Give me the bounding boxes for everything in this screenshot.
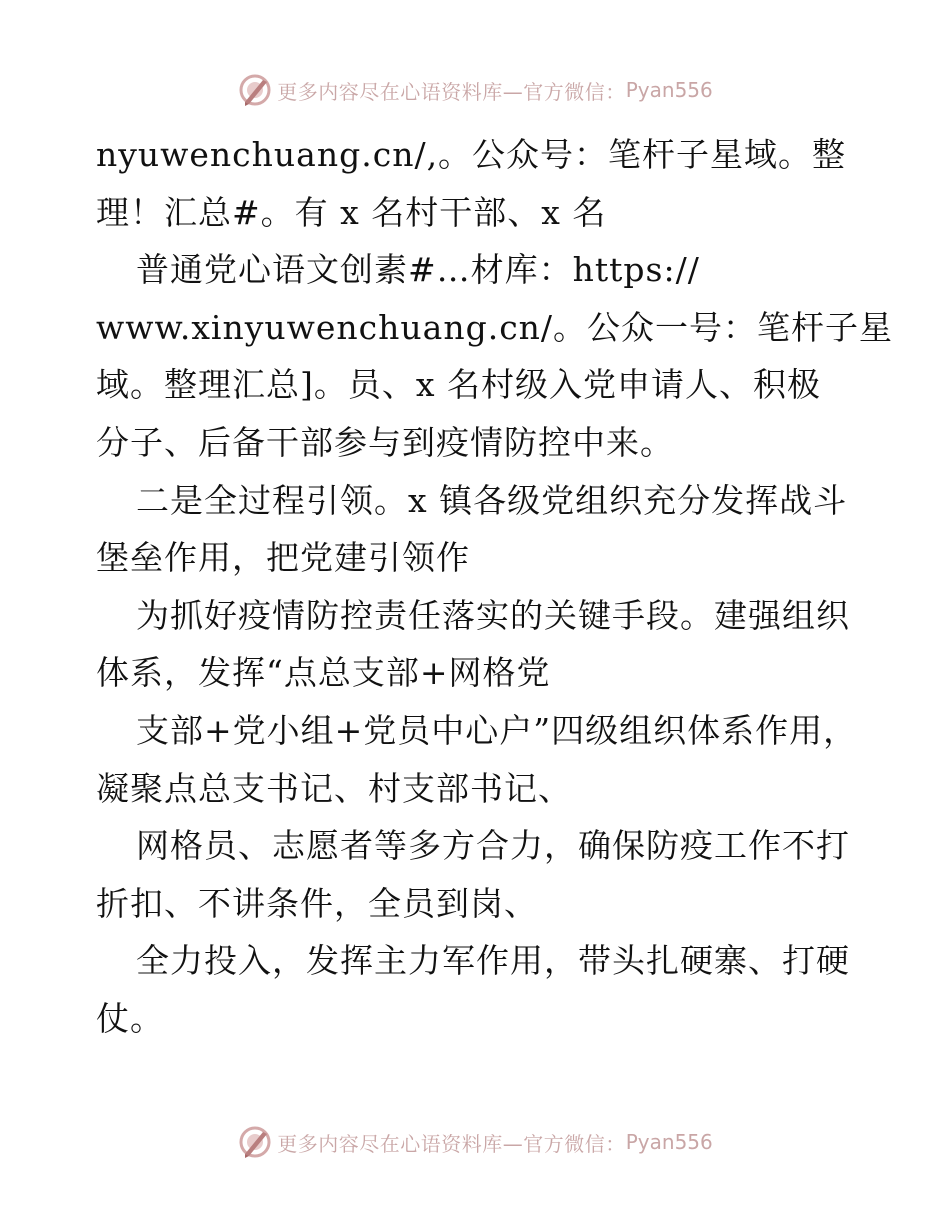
text-line: 凝聚点总支书记、村支部书记、 xyxy=(96,768,572,808)
footer-watermark xyxy=(0,1124,950,1160)
text-line: 网格员、志愿者等多方合力，确保防疫工作不打 xyxy=(136,826,850,866)
document-body xyxy=(96,126,894,1048)
text-line: 理！汇总#。有 x 名村干部、x 名 xyxy=(96,192,607,232)
text-line: 支部+党小组+党员中心户”四级组织体系作用， xyxy=(136,710,858,750)
text-line: 域。整理汇总]。员、x 名村级入党申请人、积极 xyxy=(96,365,821,405)
text-line: nyuwenchuang.cn/,。公众号：笔杆子星域。整 xyxy=(96,135,847,174)
text-line: 为抓好疫情防控责任落实的关键手段。建强组织 xyxy=(136,595,850,635)
wechat-id: Pyan556 xyxy=(625,78,713,102)
text-line: 二是全过程引领。x 镇各级党组织充分发挥战斗 xyxy=(136,480,848,520)
text-line: 普通党心语文创素#…材库：https:// xyxy=(136,250,700,290)
pen-seal-icon xyxy=(237,72,273,108)
text-line: 全力投入，发挥主力军作用，带头扎硬寨、打硬 xyxy=(136,941,850,981)
text-line: 堡垒作用，把党建引领作 xyxy=(96,538,470,578)
header-watermark xyxy=(0,72,950,108)
wechat-id: Pyan556 xyxy=(625,1130,713,1154)
pen-seal-icon xyxy=(237,1124,273,1160)
watermark-text: 更多内容尽在心语资料库—官方微信： xyxy=(277,1131,626,1156)
text-line: 仗。 xyxy=(96,998,164,1038)
text-line: 折扣、不讲条件，全员到岗、 xyxy=(96,883,538,923)
text-line: www.xinyuwenchuang.cn/。公众一号：笔杆子星 xyxy=(96,307,894,347)
text-line: 分子、后备干部参与到疫情防控中来。 xyxy=(96,422,674,462)
text-line: 体系，发挥“点总支部+网格党 xyxy=(96,653,551,693)
watermark-text: 更多内容尽在心语资料库—官方微信： xyxy=(277,79,626,104)
